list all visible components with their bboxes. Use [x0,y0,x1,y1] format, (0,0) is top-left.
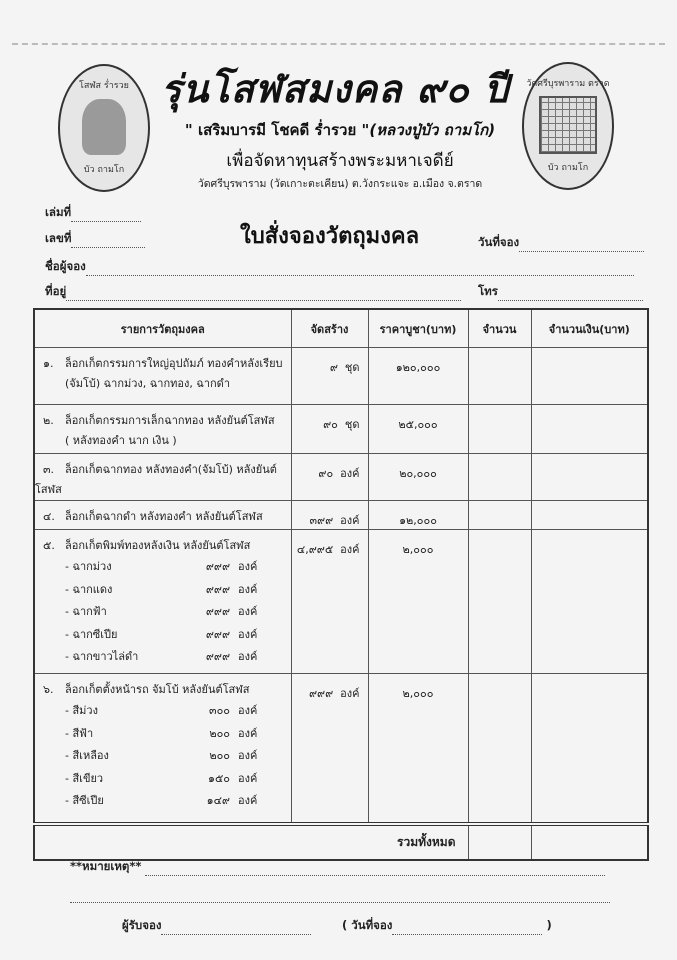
phone-label: โทร [478,284,498,298]
sub-item-qty: ๑๕๐ [207,771,230,785]
sub-item [35,700,291,723]
sub-item-qty: ๙๙๙ [205,650,230,663]
price-cell: ๒๐,๐๐๐ [368,454,468,501]
amount-cell[interactable] [531,501,648,530]
column-header: จำนวน [468,309,531,348]
production-cell: ๔,๙๙๕ องค์ [291,530,368,674]
sub-item-unit: องค์ [238,560,258,573]
sub-item-unit: องค์ [238,704,258,717]
item-line [35,530,291,556]
item-number: ๖. [43,683,54,696]
subtitle [150,118,530,142]
amulet-front-image [58,64,150,192]
production-cell: ๙๐ ชุด [291,405,368,454]
page-title: รุ่นโสฬสมงคล ๙๐ ปี [160,67,510,111]
total-quantity-cell[interactable] [468,824,531,860]
amount-cell[interactable] [531,674,648,824]
item-text: ( หลังทองคำ นาก เงิน ) [65,434,177,447]
quantity-cell[interactable] [468,501,531,530]
receive-date-field[interactable] [342,917,552,935]
quantity-cell[interactable] [468,405,531,454]
note-field[interactable] [70,858,605,876]
order-table [33,308,649,861]
address-label: ที่อยู่ [45,284,67,298]
item-cell [34,454,291,501]
date-field[interactable] [478,234,644,252]
note-label: **หมายเหตุ** [70,859,142,873]
item-text: ล็อกเก็ตฉากดำ หลังทองคำ หลังยันต์โสฬส [65,510,263,523]
receive-date-label: ( วันที่จอง [342,918,393,932]
monk-figure-icon [82,99,126,155]
medal-caption: บัว ถามโก [83,165,125,175]
item-line [35,454,291,500]
quantity-cell[interactable] [468,348,531,405]
item-text: ล็อกเก็ตกรรมการใหญ่อุปถัมภ์ ทองคำหลังเรียบ [65,357,283,370]
table-row [34,405,648,454]
sub-item-unit: องค์ [238,771,258,785]
sub-item-unit: องค์ [238,582,258,596]
price-cell: ๒๕,๐๐๐ [368,405,468,454]
subtitle-text: " เสริมบารมี โชคดี ร่ำรวย " [184,121,370,139]
sub-item-name: - ฉากขาวไล่ดำ [65,650,139,663]
production-cell: ๓๙๙ องค์ [291,501,368,530]
address-field[interactable] [45,283,461,301]
sub-item-unit: องค์ [238,605,258,618]
item-line [35,501,291,527]
close-paren: ) [546,918,552,932]
sub-item-name: - สีเขียว [65,771,104,785]
item-cell [34,674,291,824]
table-row [34,501,648,530]
production-cell: ๙๐ องค์ [291,454,368,501]
quantity-cell[interactable] [468,674,531,824]
table-row [34,530,648,674]
sub-item-name: - ฉากซีเปีย [65,627,118,641]
item-text: (จัมโบ้) ฉากม่วง, ฉากทอง, ฉากดำ [65,377,230,390]
name-label: ชื่อผู้จอง [45,259,86,273]
item-number: ๒. [43,414,54,427]
sub-item-name: - สีซีเปีย [65,794,104,807]
item-text: ล็อกเก็ตฉากทอง หลังทองคำ(จัมโบ้) หลังยันต์โสฬส [35,463,277,496]
phone-field[interactable] [478,283,643,301]
sub-item-qty: ๙๙๙ [205,560,230,573]
price-cell: ๑๒๐,๐๐๐ [368,348,468,405]
temple-address: วัดศรีบุรพาราม (วัดเกาะตะเคียน) ต.วังกระแจะ อ.เมือง จ.ตราด [197,178,483,190]
item-cell [34,348,291,405]
table-row [34,454,648,501]
sub-item-qty: ๓๐๐ [209,704,230,717]
sub-item [35,556,291,579]
amount-cell[interactable] [531,405,648,454]
sub-item-qty: ๒๐๐ [209,749,230,762]
production-cell: ๙๙๙ องค์ [291,674,368,824]
receiver-label: ผู้รับจอง [122,918,162,932]
item-text: ล็อกเก็ตพิมพ์ทองหลังเงิน หลังยันต์โสฬส [65,539,251,552]
column-header: ราคาบูชา(บาท) [368,309,468,348]
table-header [34,309,648,348]
sub-item-qty: ๙๙๙ [205,627,230,641]
item-line [35,348,291,374]
item-line [35,431,291,451]
sub-item [35,745,291,768]
item-text: ล็อกเก็ตตั้งหน้ารถ จัมโบ้ หลังยันต์โสฬส [65,683,250,696]
production-cell: ๙ ชุด [291,348,368,405]
sub-item [35,601,291,624]
date-label: วันที่จอง [478,235,520,249]
sub-item-unit: องค์ [238,749,258,762]
item-line [35,674,291,700]
sub-item-name: - สีฟ้า [65,726,94,740]
medal-caption: บัว ถามโก [547,163,589,173]
name-field[interactable] [45,258,634,276]
amulet-back-image [522,62,614,190]
sub-item-qty: ๙๙๙ [205,582,230,596]
amount-cell[interactable] [531,454,648,501]
item-number: ๔. [43,510,55,523]
book-no-field[interactable] [45,204,141,222]
price-cell: ๒,๐๐๐ [368,674,468,824]
number-label: เลขที่ [45,231,72,245]
quantity-cell[interactable] [468,454,531,501]
receiver-field[interactable] [122,917,311,935]
sub-item-unit: องค์ [238,650,258,663]
price-cell: ๒,๐๐๐ [368,530,468,674]
item-line [35,374,291,394]
table-row [34,674,648,824]
sub-item-name: - สีม่วง [65,704,98,717]
number-field[interactable] [45,230,145,248]
cut-line [12,43,665,45]
item-number: ๓. [43,463,55,476]
total-amount-cell[interactable] [531,824,648,860]
sub-item [35,624,291,647]
sub-item [35,790,291,813]
item-cell [34,405,291,454]
total-label: รวมทั้งหมด [34,824,468,860]
quantity-cell[interactable] [468,530,531,674]
column-header: จำนวนเงิน(บาท) [531,309,648,348]
table-row [34,348,648,405]
sub-item-qty: ๙๙๙ [205,605,230,618]
medal-caption: วัดศรีบุรพาราม ตราด [526,79,610,89]
sub-item [35,768,291,791]
form-title: ใบสั่งจองวัตถุมงคล [240,224,420,249]
sub-item-name: - ฉากม่วง [65,560,112,573]
item-text: ล็อกเก็ตกรรมการเล็กฉากทอง หลังยันต์โสฬส [65,414,275,427]
sub-item-name: - ฉากแดง [65,582,113,596]
item-line [35,405,291,431]
sub-item-qty: ๑๔๙ [206,794,230,807]
total-row [34,824,648,860]
item-cell [34,501,291,530]
price-cell: ๑๒,๐๐๐ [368,501,468,530]
yantra-icon [539,96,597,154]
medal-caption: โสฬส ร่ำรวย [79,81,129,91]
note-line-2[interactable] [70,884,610,903]
book-no-label: เล่มที่ [45,205,72,219]
column-header: จัดสร้าง [291,309,368,348]
item-number: ๕. [43,539,55,552]
sub-item-qty: ๒๐๐ [209,726,230,740]
sub-item-name: - ฉากฟ้า [65,605,107,618]
purpose: เพื่อจัดหาทุนสร้างพระมหาเจดีย์ [226,151,454,171]
sub-item [35,579,291,602]
sub-item-unit: องค์ [238,794,258,807]
sub-item-unit: องค์ [238,627,258,641]
amount-cell[interactable] [531,348,648,405]
sub-item [35,723,291,746]
column-header: รายการวัตถุมงคล [34,309,291,348]
sub-item-name: - สีเหลือง [65,749,109,762]
amount-cell[interactable] [531,530,648,674]
item-number: ๑. [43,357,54,370]
sub-item [35,646,291,669]
item-cell [34,530,291,674]
sub-item-unit: องค์ [238,726,258,740]
subtitle-name: (หลวงปู่บัว ถามโก) [369,121,496,139]
